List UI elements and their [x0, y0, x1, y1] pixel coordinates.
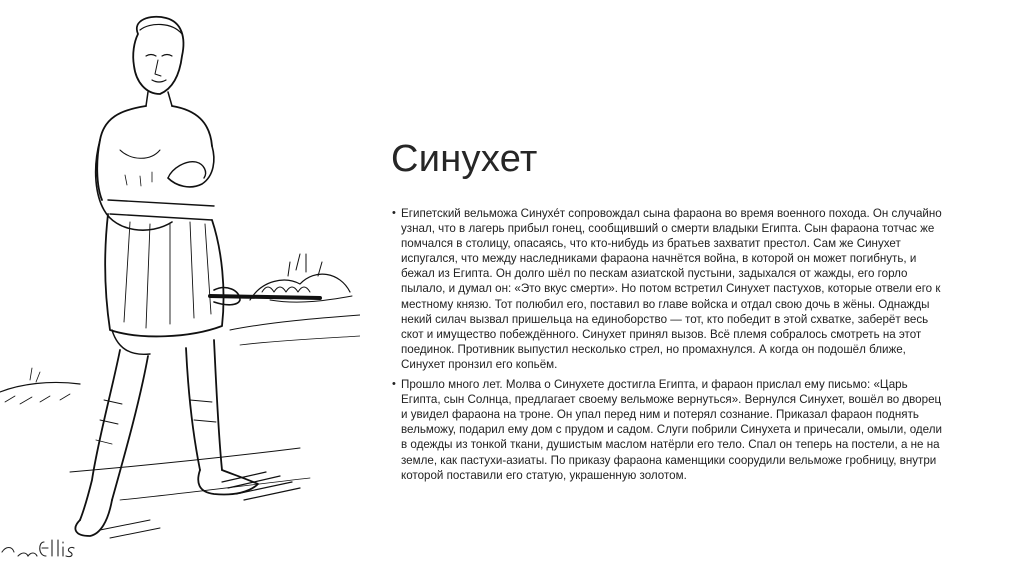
bullet-icon: •: [392, 207, 396, 219]
bullet-icon: •: [392, 378, 396, 391]
paragraph-1: [375, 206, 950, 372]
artist-signature: [2, 540, 74, 557]
illustration-egyptian-man: [0, 0, 360, 576]
slide-body: [375, 206, 950, 488]
paragraph-text: Египетский вельможа Синухе́т сопровождал сына фараона во время военного похода. Он случайно узнал, что в лагерь прибыл гонец, сообщивший о смерти владыки Египта. Сын фараона тотчас же помчался в столицу, опасаясь, что кто-нибудь из братьев захватит престол. Сам же Синухет испугался, что между наследниками фараона начнётся война, в которой он может погибнуть, и бежал из Египта. Он долго шёл по пескам азиатской пустыни, задыхался от жажды, его горло пылало, и думал он: «Это вкус смерти». Но потом встретил Синухет пастухов, которые отвели его к местному князю. Тот полюбил его, поставил во главе войска и отдал свою дочь в жёны. Однажды некий силач вызвал пришельца на единоборство — тот, кто победит в этой схватке, заберёт весь скот и имущество побеждённого. Синухет принял вызов. Всё племя собралось смотреть на этот поединок. Противник выпустил несколько стрел, но промахнулся. А когда он подошёл ближе, Синухет пронзил его копьём.: [401, 207, 942, 371]
paragraph-text: Прошло много лет. Молва о Синухете достигла Египта, и фараон прислал ему письмо: «Царь Египта, сын Солнца, предлагает своему вельможе вернуться». Вернулся Синухет, вошёл во дворец и увидел фараона на троне. Он упал перед ним и потерял сознание. Приказал фараон поднять вельможу, подарил ему дом с прудом и садом. Слуги побрили Синухета и причесали, омыли, одели в одежды из тонкой ткани, душистым маслом натёрли его тело. Спал он теперь на постели, а не на земле, как пастухи-азиаты. По приказу фараона каменщики соорудили вельможе гробницу, внутри которой поставили его статую, украшенную золотом.: [401, 378, 942, 482]
slide-title: Синухет: [391, 138, 538, 180]
paragraph-2: [375, 377, 950, 483]
ink-drawing-image: [0, 0, 360, 576]
